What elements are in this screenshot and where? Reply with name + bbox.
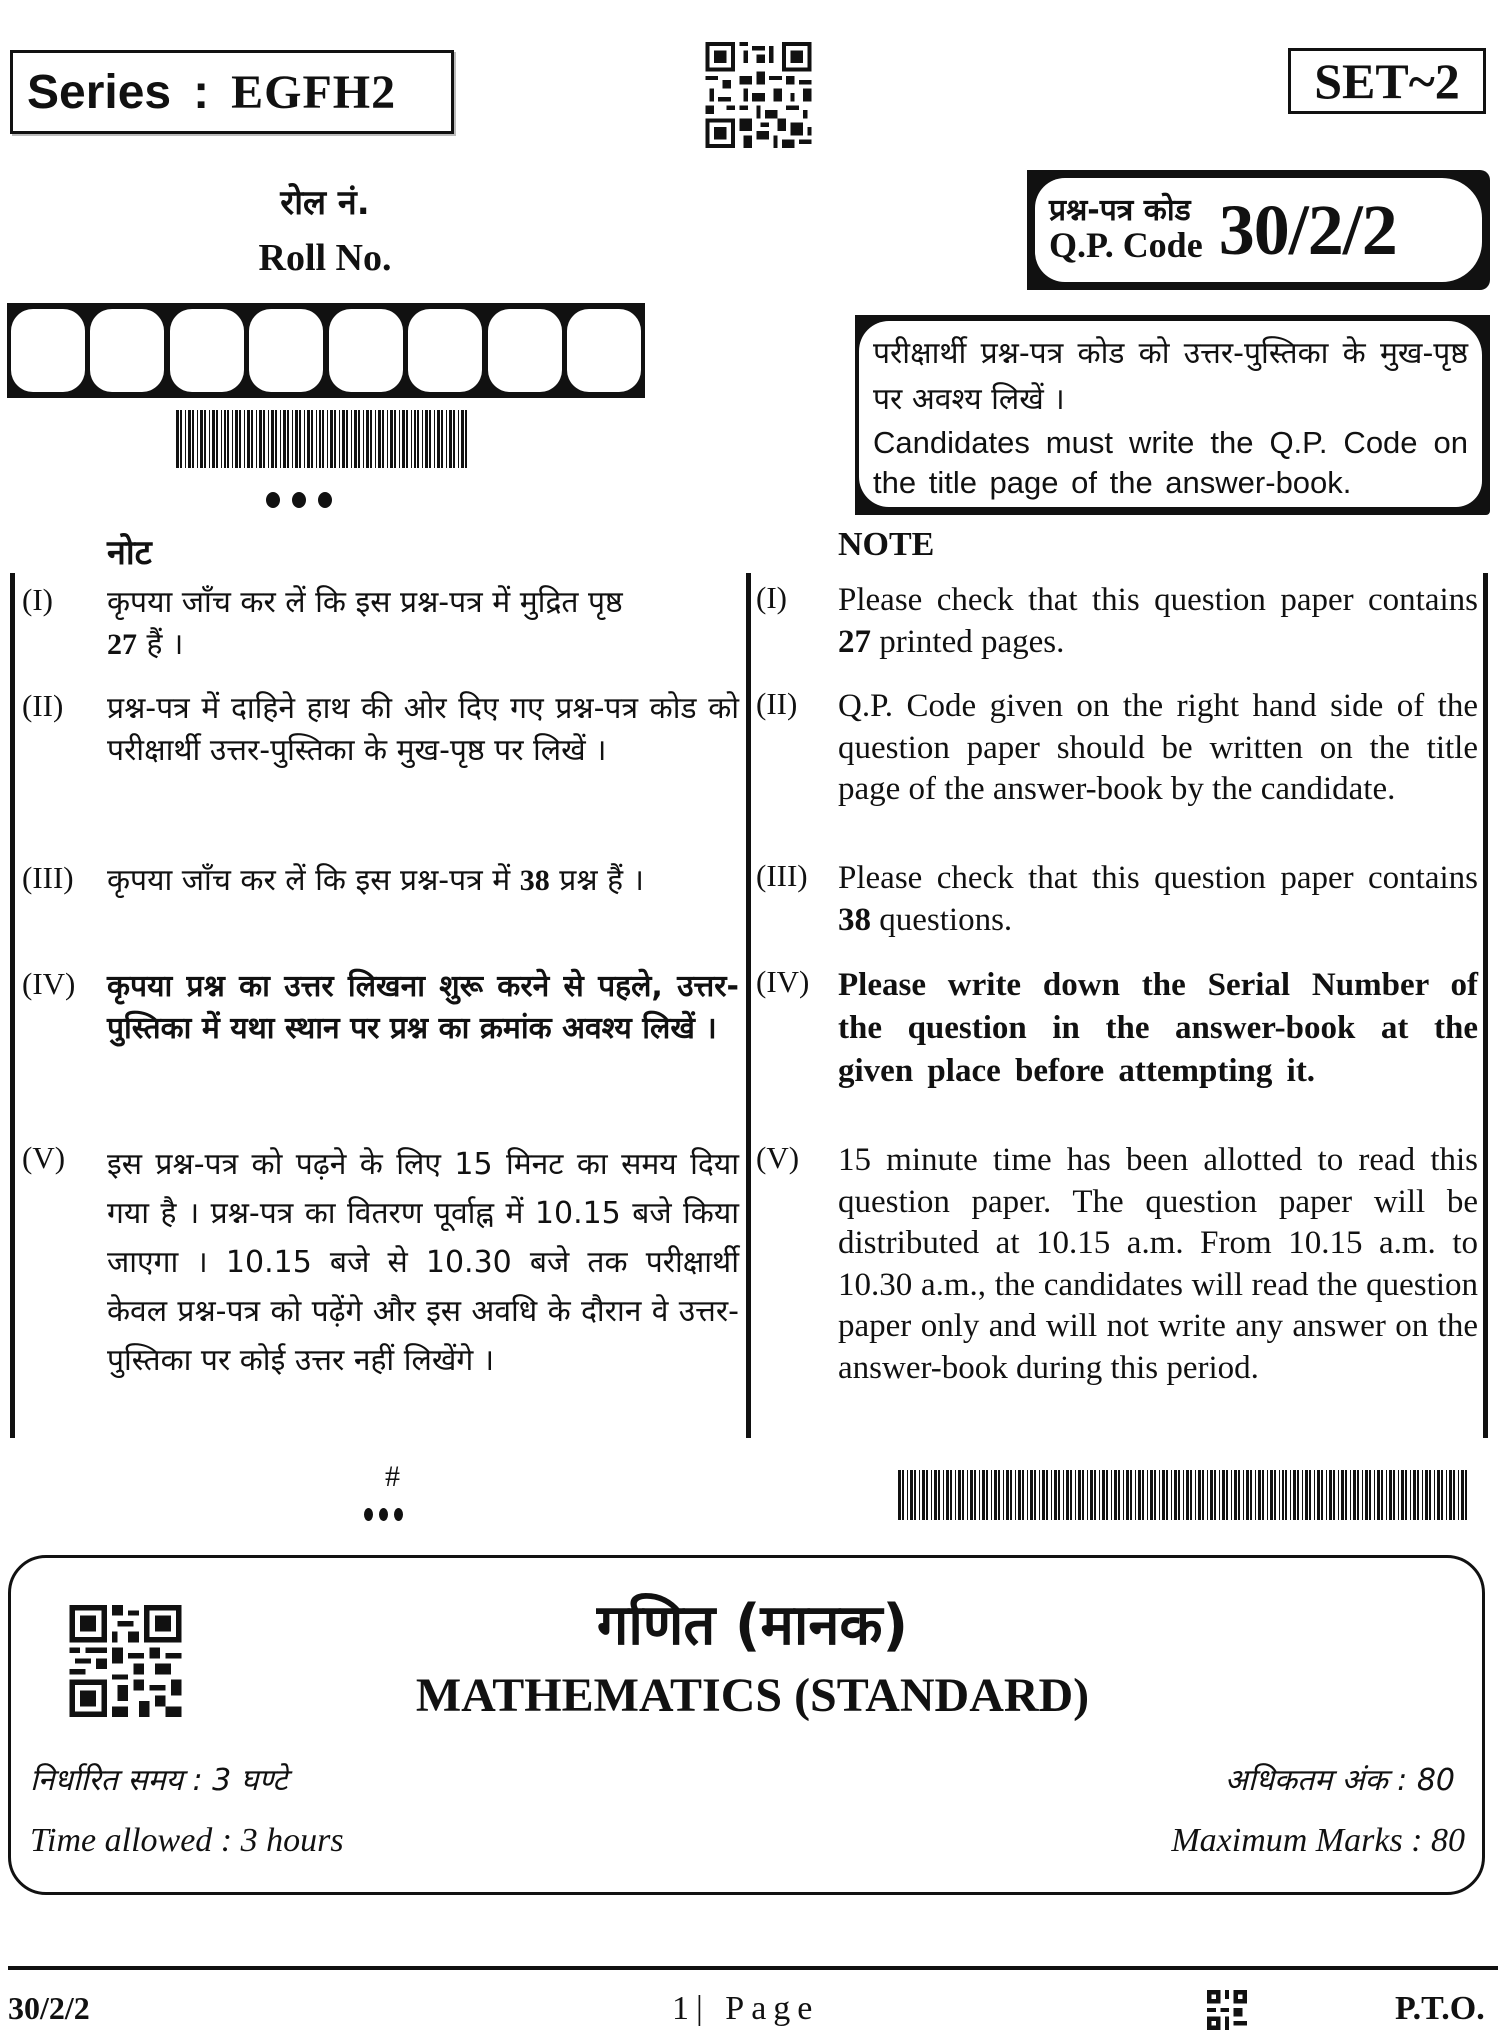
candidate-instruction-english: Candidates must write the Q.P. Code on the title page of the answer-book. [873,425,1468,500]
footer-qp-code: 30/2/2 [8,1990,90,2026]
roll-digit-box[interactable] [170,309,244,392]
note-number: (III) [22,860,74,895]
note-bold-value: 27 [107,628,137,661]
qp-code-label-hindi: प्रश्न-पत्र कोड [1049,193,1191,229]
dots-mark [266,492,332,508]
roll-digit-box[interactable] [408,309,482,392]
note-number: (IV) [22,966,76,1001]
note-number: (II) [756,686,798,721]
qp-code-box [1027,170,1490,290]
roll-no-label-hindi: रोल नं. [280,183,370,223]
note-number: (III) [756,858,808,893]
note-text: Q.P. Code given on the right hand side of the question paper should be written on the title page of the answer-book by the candidate. [838,688,1478,807]
series-value: EGFH2 [231,65,397,119]
note-text: कृपया जाँच कर लें कि इस प्रश्न-पत्र में [107,863,511,898]
note-number: (I) [22,582,53,617]
time-allowed-hindi: निर्धारित समय : 3 घण्टे [30,1763,288,1798]
roll-number-boxes [7,303,645,398]
candidate-instruction-box [855,315,1490,515]
max-marks: Maximum Marks : 80 [1171,1822,1465,1859]
max-marks-hindi: अधिकतम अंक : 80 [1224,1763,1455,1798]
note-bold-value: 38 [519,864,550,897]
subject-title: MATHEMATICS (STANDARD) [415,1669,1090,1722]
center-divider [746,573,751,1438]
roll-digit-box[interactable] [329,309,403,392]
note-number: (II) [22,688,64,723]
qr-code-icon [705,42,812,148]
dots-mark [364,1508,403,1521]
qp-code-label: Q.P. Code [1049,224,1203,265]
series-label: Series [27,65,172,119]
note-bold-value: 27 [838,623,871,660]
series-box [10,50,454,134]
note-text: इस प्रश्न-पत्र को पढ़ने के लिए 15 मिनट का समय दिया गया है । प्रश्न-पत्र का वितरण पूर्वाह्न में 10.15 बजे किया जाएगा । 10.15 बजे से 10.30 बजे तक परीक्षार्थी केवल प्रश्न-पत्र को पढ़ेंगे और इस अवधि के दौरान वे उत्तर-पुस्तिका पर कोई उत्तर नहीं लिखेंगे । [107,1147,739,1378]
time-allowed: Time allowed : 3 hours [30,1822,344,1859]
left-border [10,573,15,1438]
note-text: प्रश्न-पत्र में दाहिने हाथ की ओर दिए गए प्रश्न-पत्र कोड को परीक्षार्थी उत्तर-पुस्तिका के मुख-पृष्ठ पर लिखें । [107,691,739,768]
pto-label: P.T.O. [1395,1990,1485,2027]
note-number: (V) [22,1140,66,1175]
roll-no-label: Roll No. [258,237,392,279]
set-number-box [1288,48,1486,114]
roll-digit-box[interactable] [249,309,323,392]
candidate-instruction-hindi: परीक्षार्थी प्रश्न-पत्र कोड को उत्तर-पुस्तिका के मुख-पृष्ठ पर अवश्य लिखें । [873,336,1468,417]
right-border [1483,573,1488,1438]
note-text: हैं । [137,627,184,662]
note-number: (I) [756,580,787,615]
subject-title-hindi: गणित (मानक) [596,1593,909,1658]
note-text: प्रश्न हैं । [549,863,644,898]
hash-mark: # [385,1460,400,1493]
barcode-icon [176,410,470,468]
note-heading: NOTE [838,526,935,563]
note-bold-value: 38 [838,901,871,938]
note-text: questions. [871,901,1013,938]
note-text: कृपया जाँच कर लें कि इस प्रश्न-पत्र में मुद्रित पृष्ठ [107,585,623,620]
qp-code-value: 30/2/2 [1218,189,1397,270]
series-colon: : [193,65,210,119]
roll-digit-box[interactable] [90,309,164,392]
qr-code-icon [1207,1990,1247,2030]
note-text: 15 minute time has been allotted to read this question paper. The question paper will be distributed at 10.15 a.m. From 10.15 a.m. to 10.30 a.m., the candidates will read the question paper only and will not write any answer on the answer-book during this period. [838,1142,1478,1386]
note-text: printed pages. [871,623,1065,660]
footer-divider [8,1966,1498,1970]
note-number: (IV) [756,964,810,999]
page-number: 1| Page [672,1990,820,2027]
note-text: Please write down the Serial Number of the question in the answer-book at the given place before attempting it. [838,967,1478,1089]
roll-digit-box[interactable] [567,309,641,392]
note-heading-hindi: नोट [107,533,152,573]
note-text: Please check that this question paper contains [838,860,1478,896]
set-label: SET~2 [1314,53,1460,109]
note-number: (V) [756,1140,800,1175]
note-text: Please check that this question paper contains [838,582,1478,618]
barcode-icon [898,1470,1470,1520]
roll-digit-box[interactable] [11,309,85,392]
note-text: कृपया प्रश्न का उत्तर लिखना शुरू करने से पहले, उत्तर-पुस्तिका में यथा स्थान पर प्रश्न का क्रमांक अवश्य लिखें । [107,969,739,1046]
roll-digit-box[interactable] [488,309,562,392]
